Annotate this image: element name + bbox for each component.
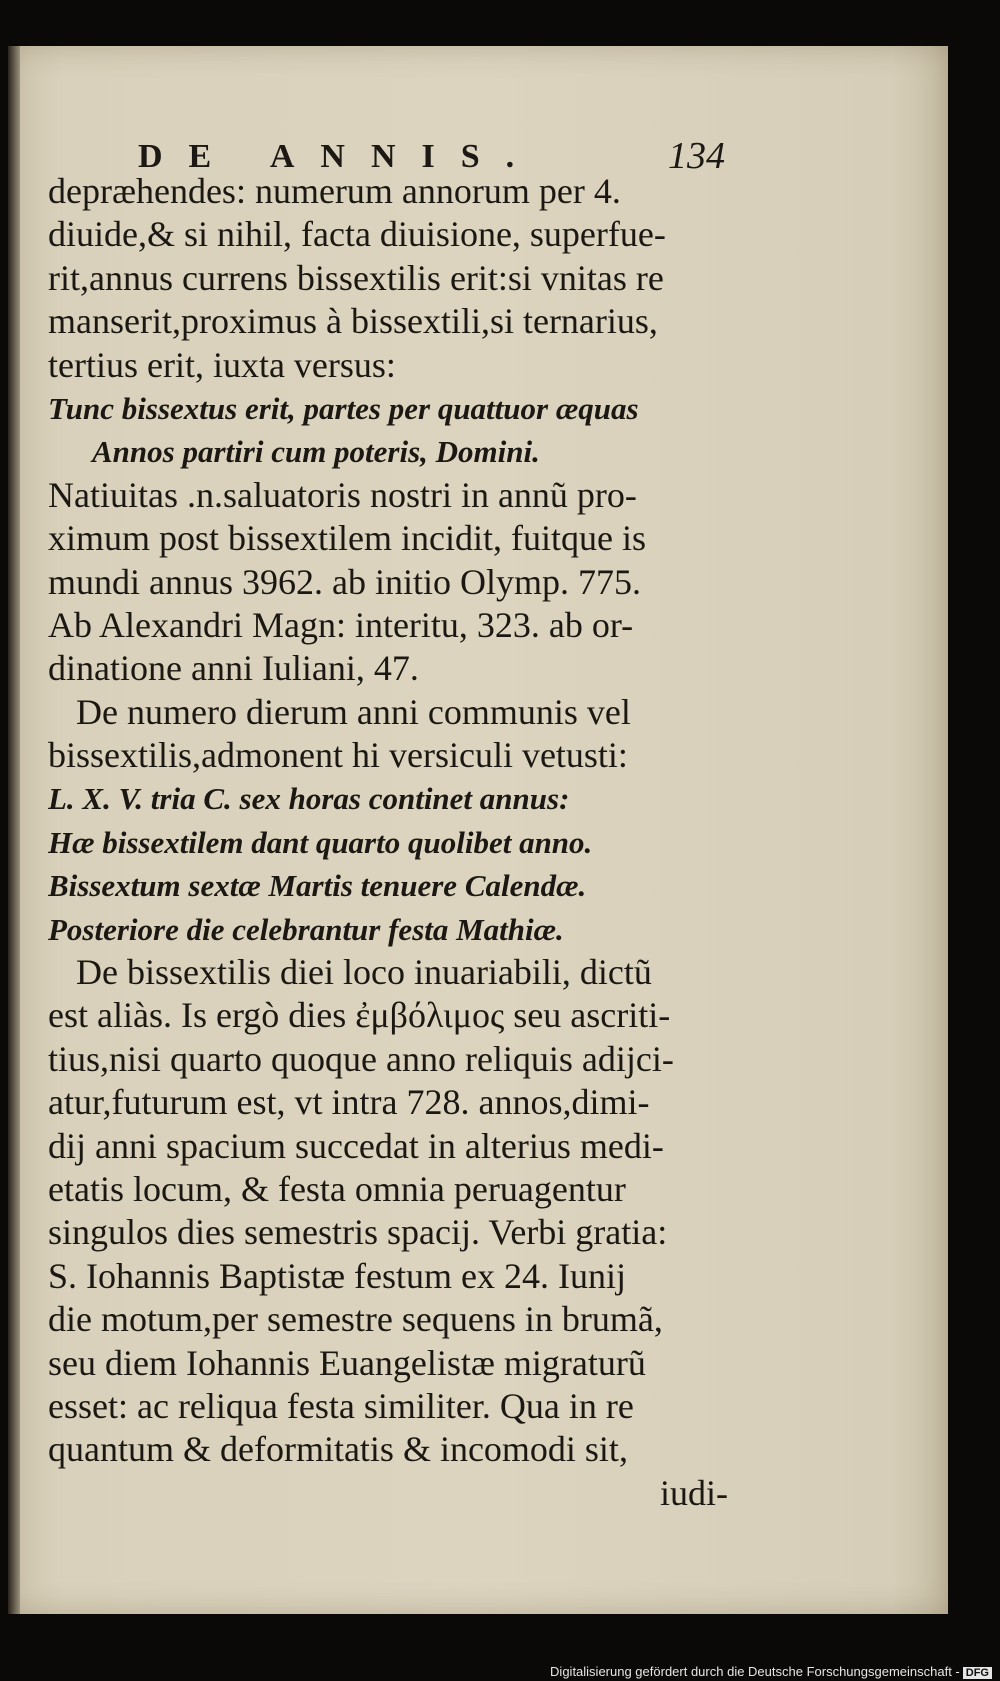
- catchword: iudi-: [660, 1472, 728, 1513]
- dfg-logo: DFG: [963, 1667, 992, 1679]
- text-line: dinatione anni Iuliani, 47.: [48, 648, 419, 689]
- text-line: tertius erit, iuxta versus:: [48, 344, 396, 385]
- credit-text: Digitalisierung gefördert durch die Deutsche Forschungsgemeinschaft -: [550, 1664, 960, 1679]
- verse-line: L. X. V. tria C. sex horas continet annus:: [48, 781, 570, 817]
- text-line: dij anni spacium succedat in alterius medi-: [48, 1125, 664, 1166]
- page-number: 134: [668, 135, 725, 177]
- verse-line: Hæ bissextilem dant quarto quolibet anno.: [48, 824, 593, 860]
- text-line: Ab Alexandri Magn: interitu, 323. ab or-: [48, 604, 634, 645]
- text-line: singulos dies semestris spacij. Verbi gratia:: [48, 1212, 668, 1253]
- text-line: Natiuitas .n.saluatoris nostri in annũ pro-: [48, 474, 637, 515]
- text-line: quantum & deformitatis & incomodi sit,: [48, 1429, 628, 1470]
- verse-line: Tunc bissextus erit, partes per quattuor æquas: [48, 390, 639, 426]
- running-title: DE ANNIS.: [138, 138, 541, 175]
- text-line: atur,futurum est, vt intra 728. annos,dimi-: [48, 1082, 650, 1123]
- text-line: seu diem Iohannis Euangelistæ migraturũ: [48, 1342, 646, 1383]
- text-line: mundi annus 3962. ab initio Olymp. 775.: [48, 561, 641, 602]
- text-line: etatis locum, & festa omnia peruagentur: [48, 1168, 626, 1209]
- paragraph-start: De numero dierum anni communis vel: [76, 691, 631, 732]
- body-text: [48, 170, 728, 1515]
- book-page: [8, 46, 948, 1614]
- digitization-credit: [550, 1664, 992, 1679]
- text-line: rit,annus currens bissextilis erit:si vnitas re: [48, 257, 664, 298]
- text-line: manserit,proximus à bissextili,si ternarius,: [48, 301, 658, 342]
- text-line: S. Iohannis Baptistæ festum ex 24. Iunij: [48, 1255, 626, 1296]
- text-line: bissextilis,admonent hi versiculi vetusti:: [48, 735, 628, 776]
- text-line: esset: ac reliqua festa similiter. Qua in re: [48, 1385, 634, 1426]
- text-line: est aliàs. Is ergò dies ἐμβόλιμος seu ascriti-: [48, 995, 671, 1036]
- paragraph-start: De bissextilis diei loco inuariabili, dictũ: [76, 952, 652, 993]
- text-line: tius,nisi quarto quoque anno reliquis adijci-: [48, 1038, 674, 1079]
- text-line: ximum post bissextilem incidit, fuitque is: [48, 518, 646, 559]
- text-line: die motum,per semestre sequens in brumã,: [48, 1299, 663, 1340]
- verse-line: Posteriore die celebrantur festa Mathiæ.: [48, 911, 564, 947]
- page-spine: [8, 46, 20, 1614]
- text-line: diuide,& si nihil, facta diuisione, superfue-: [48, 214, 666, 255]
- verse-line: Bissextum sextæ Martis tenuere Calendæ.: [48, 868, 587, 904]
- verse-line: Annos partiri cum poteris, Domini.: [92, 434, 540, 470]
- text-line: depræhendes: numerum annorum per 4.: [48, 171, 621, 211]
